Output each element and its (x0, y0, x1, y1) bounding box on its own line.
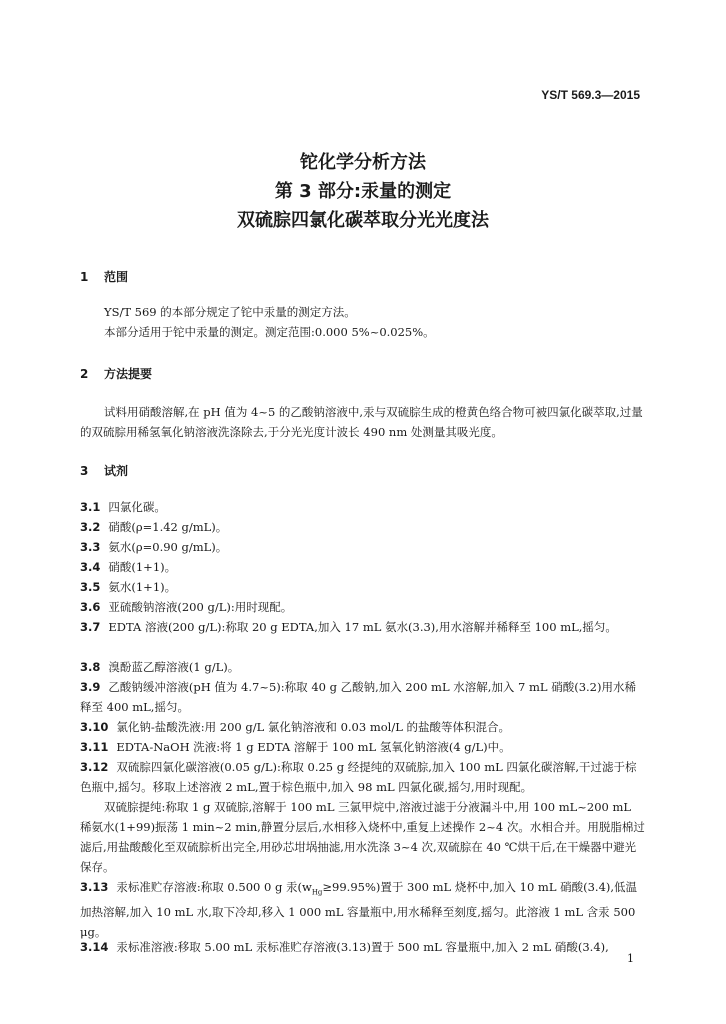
title-line-1: 铊化学分析方法 (300, 152, 426, 173)
title-line-2: 第 3 部分:汞量的测定 (274, 181, 452, 202)
reagent-3-8: 3.8 溴酚蓝乙醇溶液(1 g/L)。 (80, 660, 240, 674)
scope-paragraph-2: 本部分适用于铊中汞量的测定。测定范围:0.000 5%~0.025%。 (104, 325, 435, 339)
reagent-3-7: 3.7 EDTA 溶液(200 g/L):称取 20 g EDTA,加入 17 mL 氨水(3.3),用水溶解并稀释至 100 mL,摇匀。 (80, 620, 617, 634)
reagent-3-1: 3.1 四氯化碳。 (80, 500, 166, 514)
reagent-3-9: 3.9 乙酸钠缓冲溶液(pH 值为 4.7~5):称取 40 g 乙酸钠,加入 200 mL 水溶解,加入 7 mL 硝酸(3.2)用水稀释至 400 mL,摇匀。 (80, 680, 636, 714)
mass-fraction-subscript: Hg (311, 888, 323, 897)
dithizone-purification: 双硫腙提纯:称取 1 g 双硫腙,溶解于 100 mL 三氯甲烷中,溶液过滤于分液漏斗中,用 100 mL~200 mL 稀氨水(1+99)振荡 1 min~2 min,静置分层后,水相移入烧杯中,重复上述操作 2~4 次。水相合并。用脱脂棉过滤后,用盐酸酸化至双硫腙析出完全,用砂芯坩埚抽滤,用水洗涤 3~4 次,双硫腙在 40 ℃烘干后,在干燥器中避光保存。 (80, 800, 645, 874)
reagent-3-13: 3.13 汞标准贮存溶液:称取 0.500 0 g 汞$(w_{Hg}\ge 99.95\%)$置于 300 mL 烧杯中,加入 10 mL 硝酸(3.4),低温加热溶解,加入 10 mL 水,取下冷却,移入 1 000 mL 容量瓶中,用水稀释至刻度,摇匀。此溶液 1 mL 含汞 500 μg。 (80, 880, 638, 940)
principle-paragraph: 试料用硝酸溶解,在 pH 值为 4~5 的乙酸钠溶液中,汞与双硫腙生成的橙黄色络合物可被四氯化碳萃取,过量的双硫腙用稀氢氧化钠溶液洗涤除去,于分光光度计波长 490 nm 处测量其吸光度。 (80, 405, 643, 439)
standard-code: YS/T 569.3—2015 (541, 88, 640, 102)
title-line-3: 双硫腙四氯化碳萃取分光光度法 (237, 210, 489, 231)
reagent-3-4: 3.4 硝酸(1+1)。 (80, 560, 177, 574)
section-heading-reagents: 3 试剂 (80, 464, 129, 478)
reagent-3-3: 3.3 氨水(ρ=0.90 g/mL)。 (80, 540, 228, 554)
reagent-3-11: 3.11 EDTA-NaOH 洗液:将 1 g EDTA 溶解于 100 mL 氢氧化钠溶液(4 g/L)中。 (80, 740, 511, 754)
scope-paragraph-1: YS/T 569 的本部分规定了铊中汞量的测定方法。 (104, 305, 356, 319)
reagent-3-5: 3.5 氨水(1+1)。 (80, 580, 177, 594)
reagent-3-6: 3.6 亚硫酸钠溶液(200 g/L):用时现配。 (80, 600, 293, 614)
reagent-3-2: 3.2 硝酸(ρ=1.42 g/mL)。 (80, 520, 228, 534)
reagent-3-14: 3.14 汞标准溶液:移取 5.00 mL 汞标准贮存溶液(3.13)置于 500 mL 容量瓶中,加入 2 mL 硝酸(3.4), (80, 940, 609, 954)
section-heading-principle: 2 方法提要 (80, 367, 153, 381)
reagent-3-12: 3.12 双硫腙四氯化碳溶液(0.05 g/L):称取 0.25 g 经提纯的双硫腙,加入 100 mL 四氯化碳溶解,干过滤于棕色瓶中,摇匀。移取上述溶液 2 mL,置于棕色瓶中,加入 98 mL 四氯化碳,摇匀,用时现配。 (80, 760, 637, 794)
reagent-3-10: 3.10 氯化钠-盐酸洗液:用 200 g/L 氯化钠溶液和 0.03 mol/L 的盐酸等体积混合。 (80, 720, 511, 734)
page-number: 1 (627, 952, 634, 965)
section-heading-scope: 1 范围 (80, 270, 129, 284)
